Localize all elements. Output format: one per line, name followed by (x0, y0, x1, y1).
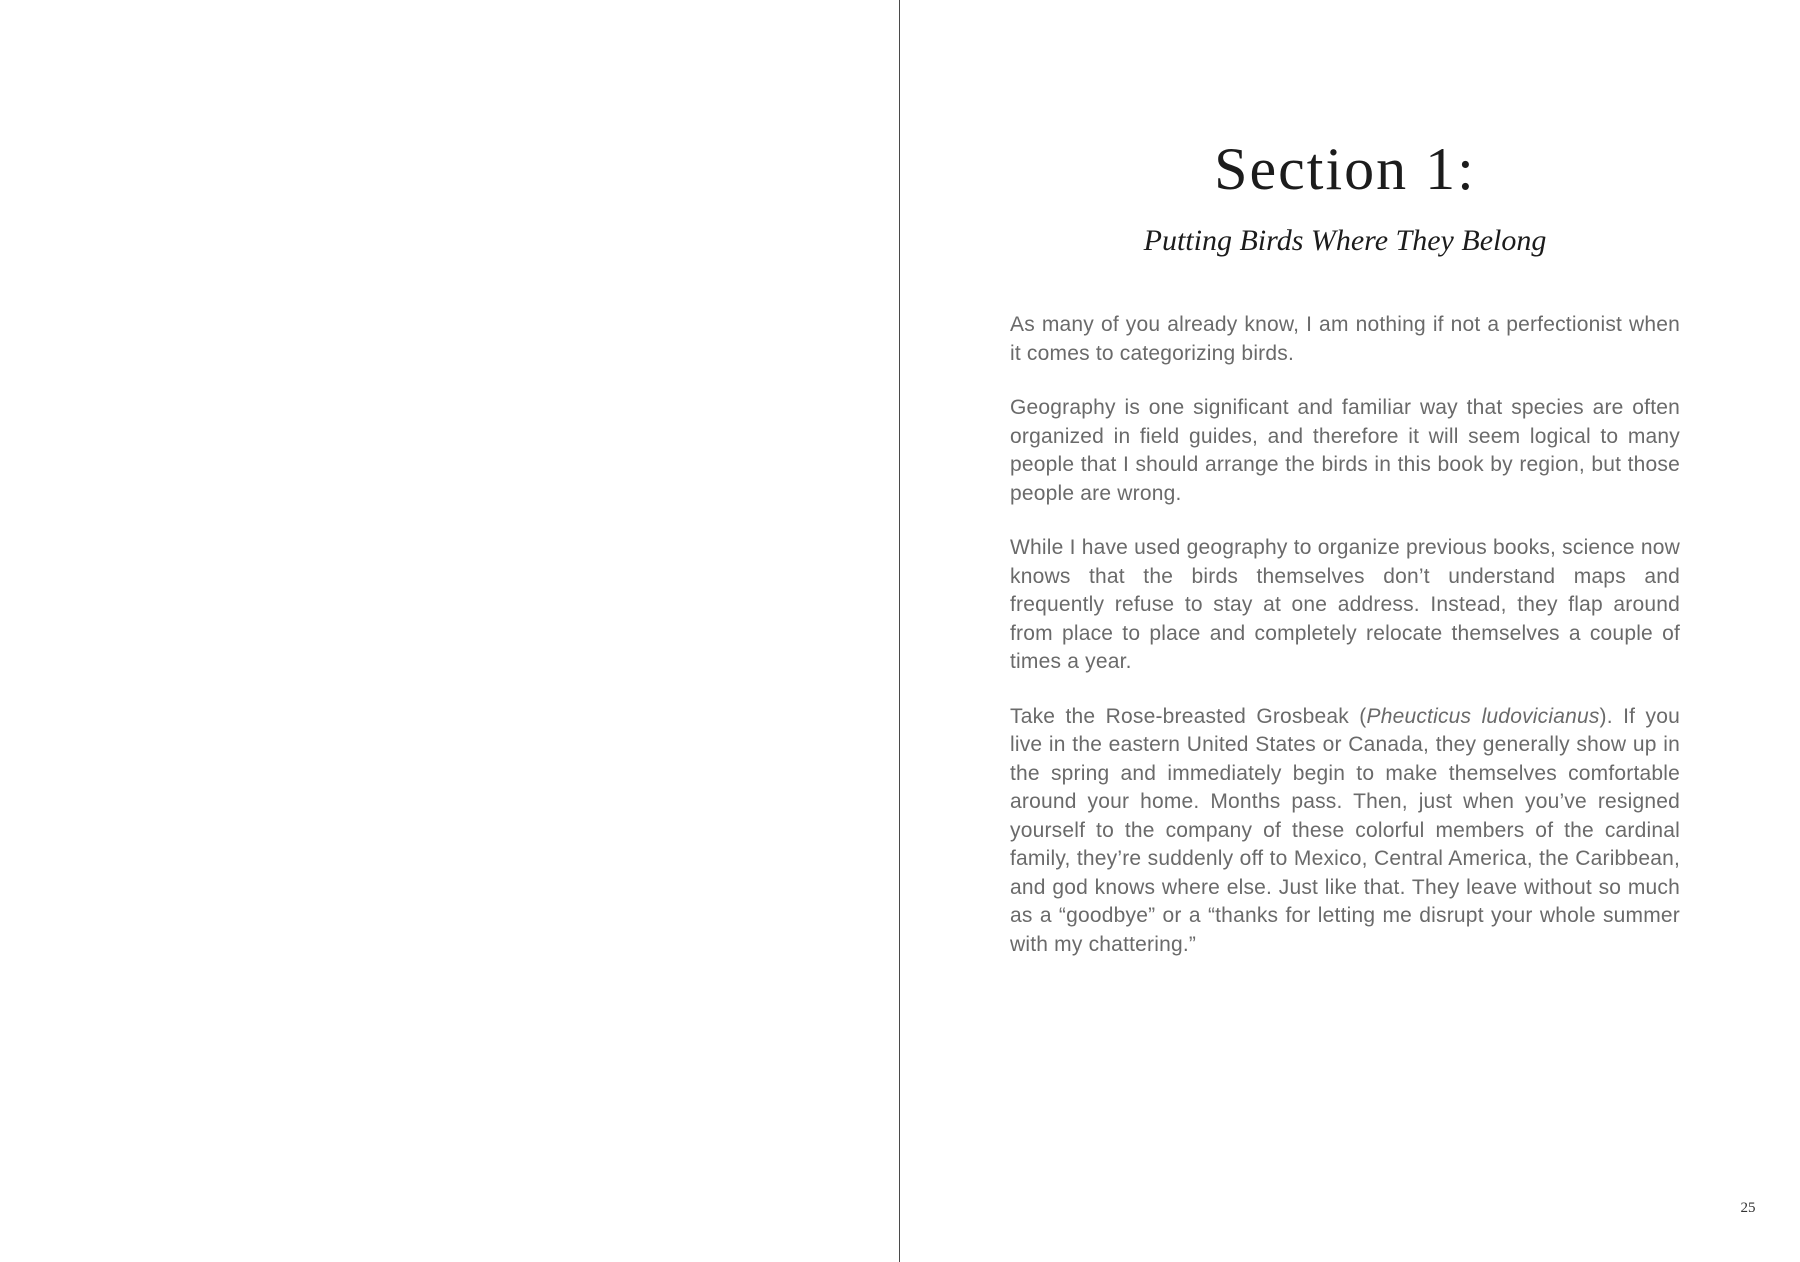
paragraph (1010, 534, 1680, 677)
paragraph-run: While I have used geography to organize previous books, science now knows that the birds themselves don’t understand maps and frequently refuse to stay at one address. Instead, they flap around from place to place and completely relocate themselves a couple of times a year. (1010, 536, 1680, 673)
paragraph (1010, 703, 1680, 960)
paragraph-run: Geography is one significant and familiar way that species are often organized in field guides, and therefore it will seem logical to many people that I should arrange the birds in this book by region, but those people are wrong. (1010, 396, 1680, 505)
species-latin-name: Pheucticus ludovicianus (1366, 704, 1600, 728)
paragraph (1010, 394, 1680, 508)
paragraph-run: ). If you live in the eastern United States or Canada, they generally show up in the spring and immediately begin to make themselves comfortable around your home. Months pass. Then, just when you’ve resigned yourself to the company of these colorful members of the cardinal family, they’re suddenly off to Mexico, Central America, the Caribbean, and god knows where else. Just like that. They leave without so much as a “goodbye” or a “thanks for letting me disrupt your whole summer with my chattering.” (1010, 704, 1680, 956)
section-title: Section 1: (1214, 136, 1476, 202)
left-page (0, 0, 899, 1262)
paragraph-run: As many of you already know, I am nothing if not a perfectionist when it comes to categorizing birds. (1010, 313, 1680, 365)
paragraph-run: Take the Rose-breasted Grosbeak ( (1010, 704, 1367, 728)
page-number: 25 (1740, 1200, 1756, 1216)
body-text (1010, 311, 1680, 959)
section-subtitle: Putting Birds Where They Belong (1143, 224, 1547, 257)
right-page-content (1010, 138, 1680, 985)
paragraph (1010, 311, 1680, 368)
